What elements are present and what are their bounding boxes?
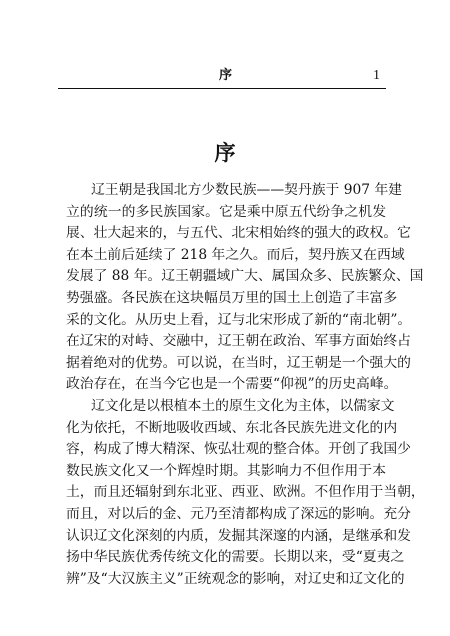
text-line: 而且，对以后的金、元乃至清都构成了深远的影响。充分 xyxy=(66,505,411,522)
text-line: 辨”及“大汉族主义”正统观念的影响，对辽史和辽文化的 xyxy=(66,570,405,587)
running-header xyxy=(68,68,384,86)
body-text xyxy=(66,180,425,590)
text-line: 展、壮大起来的，与五代、北宋相始终的强大的政权。它 xyxy=(66,225,411,242)
text-line: 在辽宋的对峙、交融中，辽王朝在政治、军事方面始终占 xyxy=(66,333,411,350)
text-line: 认识辽文化深刻的内质，发掘其深邃的内涵，是继承和发 xyxy=(66,527,411,544)
text-line: 据着绝对的优势。可以说，在当时，辽王朝是一个强大的 xyxy=(66,354,411,371)
text-line: 数民族文化又一个辉煌时期。其影响力不但作用于本 xyxy=(66,462,386,479)
page-number: 1 xyxy=(373,68,380,83)
text-line: 辽王朝是我国北方少数民族——契丹族于 907 年建 xyxy=(91,182,403,198)
text-line: 在本土前后延续了 218 年之久。而后，契丹族又在西域 xyxy=(66,246,405,263)
text-line: 采的文化。从历史上看，辽与北宋形成了新的“南北朝”。 xyxy=(66,311,412,328)
paragraph-1 xyxy=(66,180,424,396)
header-rule xyxy=(58,88,386,89)
text-line: 政治存在，在当今它也是一个需要“仰视”的历史高峰。 xyxy=(66,376,398,393)
text-line: 容，构成了博大精深、恢弘壮观的整合体。开创了我国少 xyxy=(66,441,411,458)
paragraph-2 xyxy=(66,396,425,590)
text-line: 化为依托，不断地吸收西域、东北各民族先进文化的内 xyxy=(66,419,398,436)
running-title: 序 xyxy=(218,68,233,83)
text-line: 辽文化是以根植本土的原生文化为主体，以儒家文 xyxy=(91,397,395,414)
section-heading: 序 xyxy=(214,140,236,165)
text-line: 发展了 88 年。辽王朝疆域广大、属国众多、民族繁众、国 xyxy=(66,268,424,285)
text-line: 土，而且还辐射到东北亚、西亚、欧洲。不但作用于当朝， xyxy=(66,484,425,501)
text-line: 立的统一的多民族国家。它是乘中原五代纷争之机发 xyxy=(66,203,386,220)
text-line: 势强盛。各民族在这块幅员万里的国土上创造了丰富多 xyxy=(66,289,398,306)
text-line: 扬中华民族优秀传统文化的需要。长期以来，受“夏夷之 xyxy=(66,549,405,566)
